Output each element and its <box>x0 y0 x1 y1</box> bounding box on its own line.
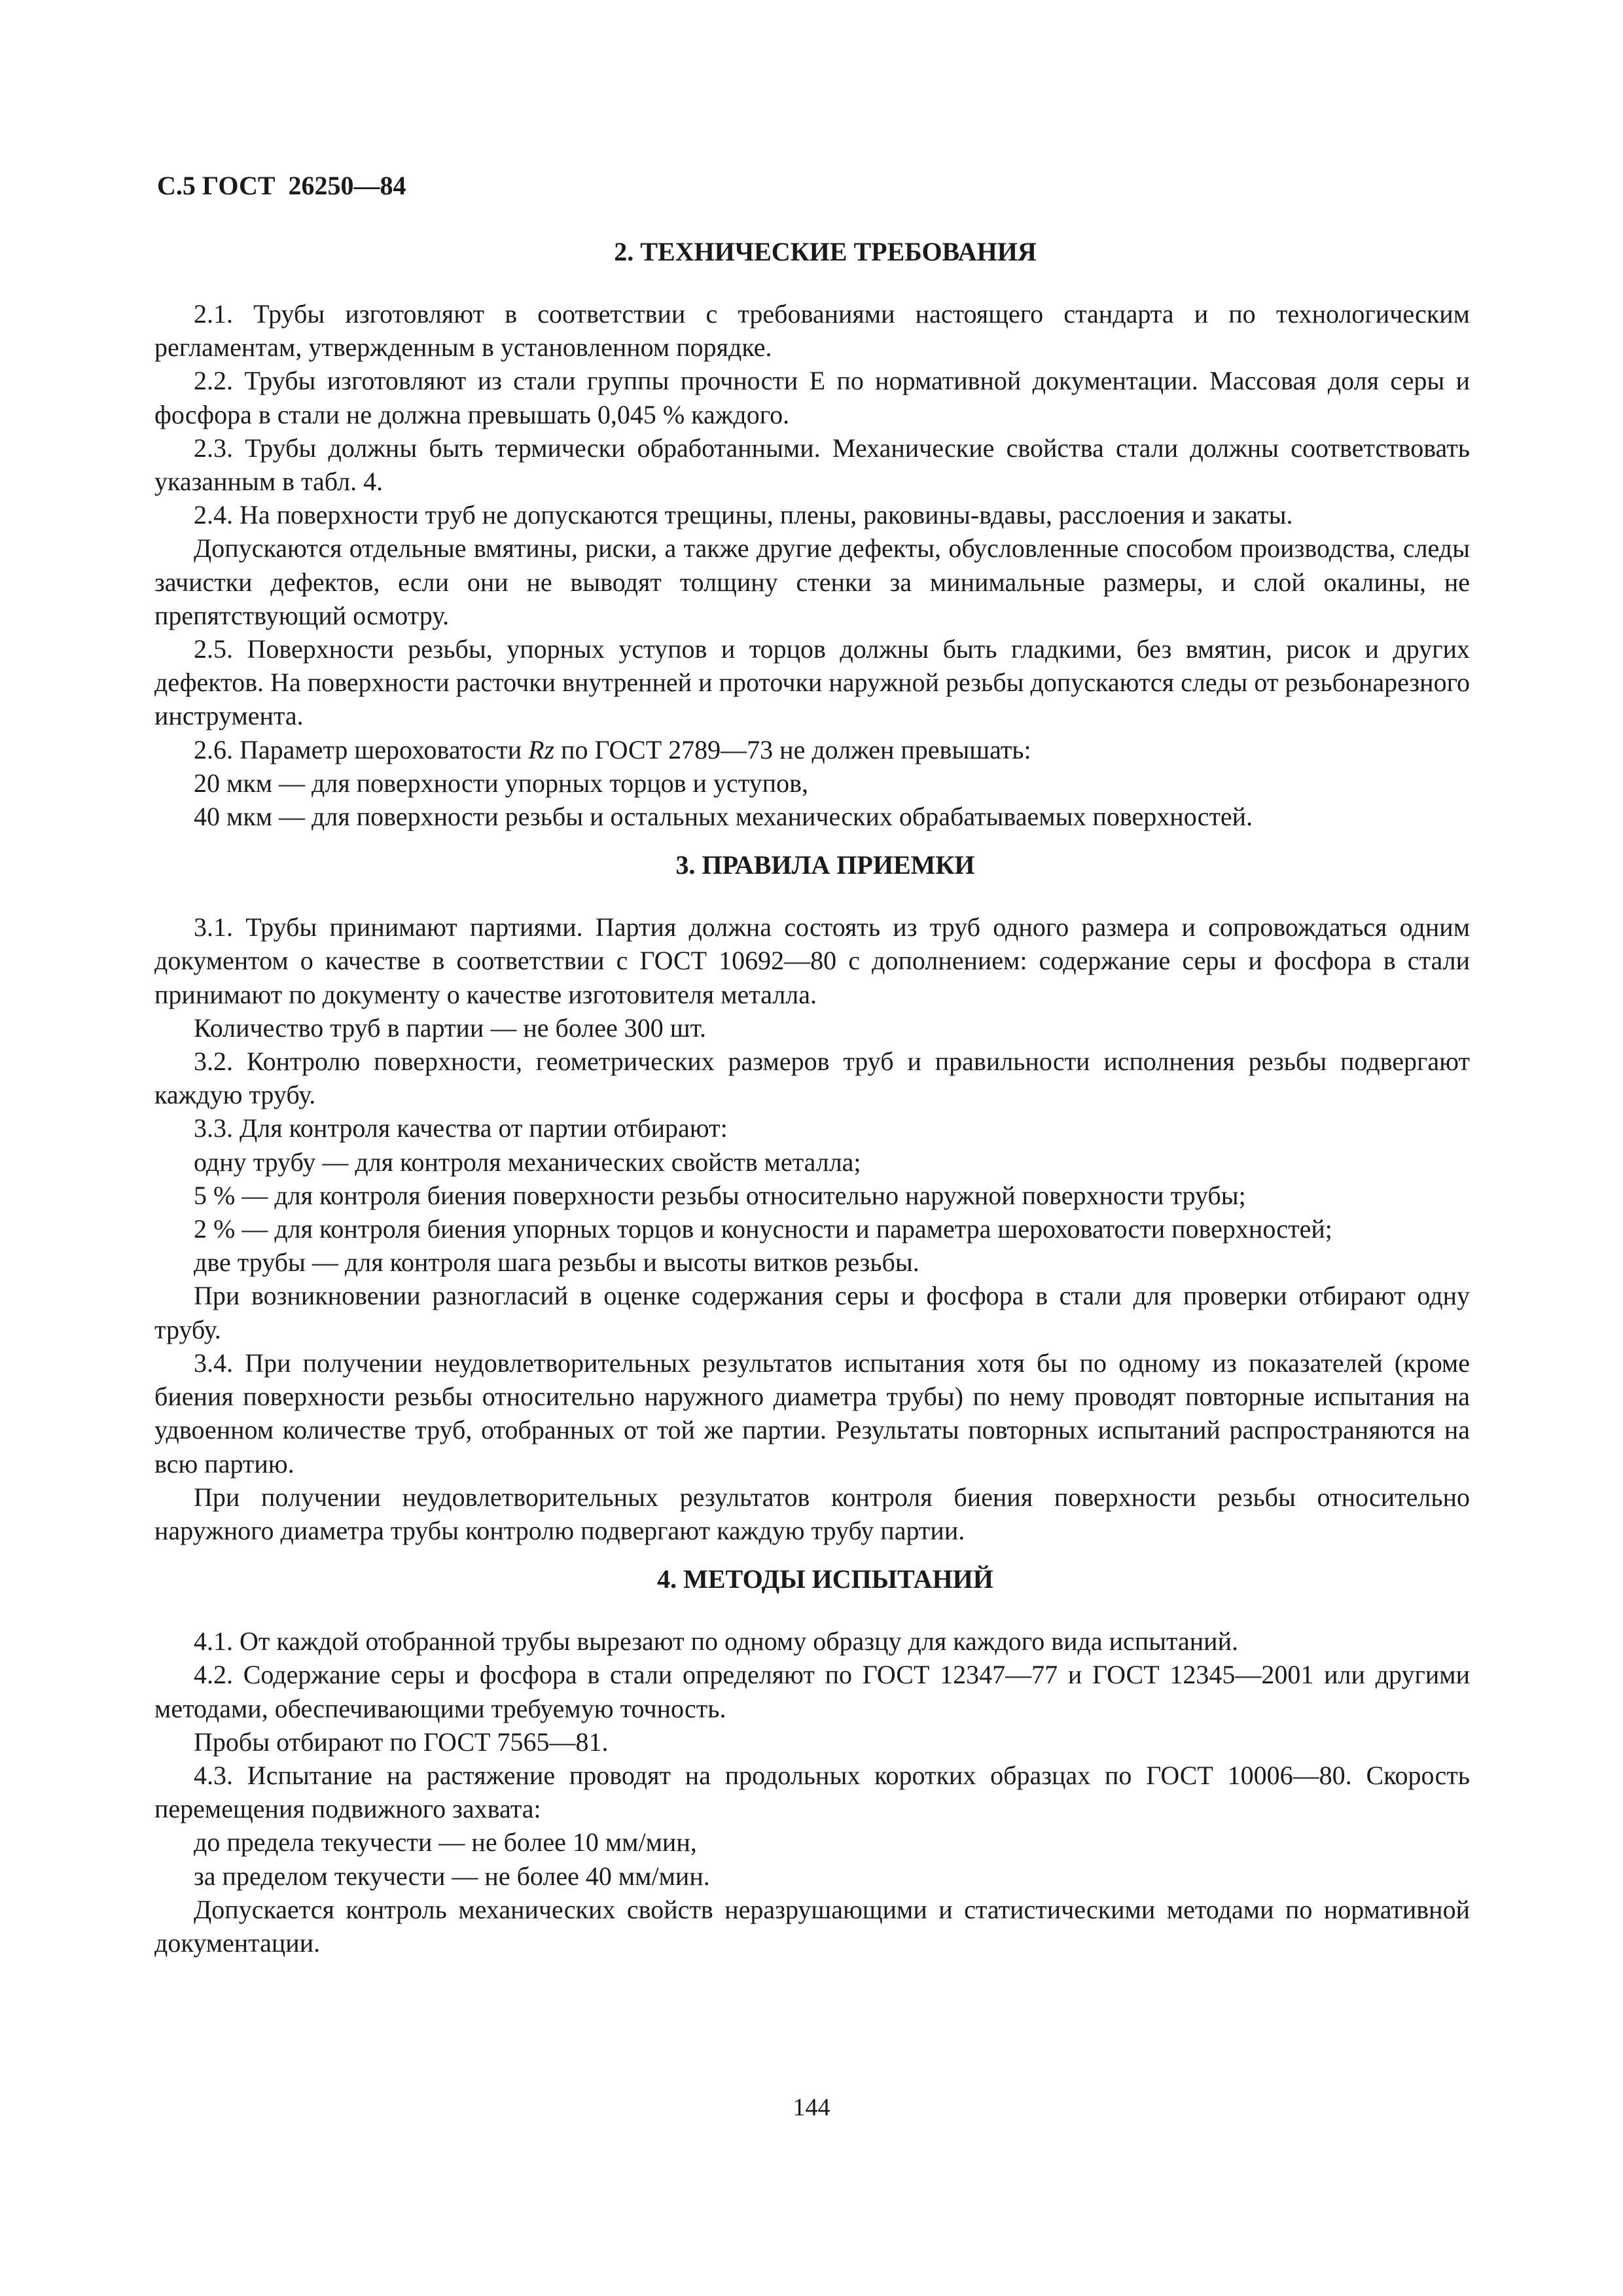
paragraph: 4.2. Содержание серы и фосфора в стали определяют по ГОСТ 12347—77 и ГОСТ 12345—2001 или другими методами, обеспечивающими требуемую точность. <box>154 1660 1470 1723</box>
paragraph: 2.2. Трубы изготовляют из стали группы прочности Е по нормативной документации. Массовая доля серы и фосфора в стали не должна превышать 0,045 % каждого. <box>154 366 1470 429</box>
paragraph: 20 мкм — для поверхности упорных торцов и уступов, <box>194 768 808 798</box>
running-head: С.5 ГОСТ 26250—84 <box>157 171 406 200</box>
paragraph: 2.6. Параметр шероховатости Rz по ГОСТ 2789—73 не должен превышать: <box>194 734 1031 764</box>
paragraph: две трубы — для контроля шага резьбы и высоты витков резьбы. <box>194 1247 919 1278</box>
paragraph: При получении неудовлетворительных результатов контроля биения поверхности резьбы относительно наружного диаметра трубы контролю подвергают каждую трубу партии. <box>154 1482 1470 1545</box>
page-number: 144 <box>793 2094 830 2121</box>
paragraph: 4.1. От каждой отобранной трубы вырезают по одному образцу для каждого вида испытаний. <box>194 1626 1238 1657</box>
section-heading-test-methods: 4. МЕТОДЫ ИСПЫТАНИЙ <box>657 1564 993 1594</box>
paragraph: до предела текучести — не более 10 мм/мин, <box>194 1827 697 1857</box>
paragraph: 2 % — для контроля биения упорных торцов и конусности и параметра шероховатости поверхностей; <box>194 1214 1332 1244</box>
paragraph: 3.3. Для контроля качества от партии отбирают: <box>194 1113 728 1143</box>
paragraph: 2.4. На поверхности труб не допускаются трещины, плены, раковины-вдавы, расслоения и закаты. <box>194 500 1293 530</box>
paragraph: 2.3. Трубы должны быть термически обработанными. Механические свойства стали должны соответствовать указанным в табл. 4. <box>154 433 1470 497</box>
section-heading-acceptance-rules: 3. ПРАВИЛА ПРИЕМКИ <box>675 850 975 880</box>
paragraph: Допускается контроль механических свойств неразрушающими и статистическими методами по нормативной документации. <box>154 1894 1470 1958</box>
paragraph: Допускаются отдельные вмятины, риски, а также другие дефекты, обусловленные способом производства, следы зачистки дефектов, если они не выводят толщину стенки за минимальные размеры, и слой окалины, не препятствующий осмотру. <box>154 533 1470 630</box>
page-content <box>154 236 1470 1960</box>
paragraph: Пробы отбирают по ГОСТ 7565—81. <box>194 1727 609 1757</box>
paragraph: одну трубу — для контроля механических свойств металла; <box>194 1147 861 1177</box>
roughness-parameter-symbol: Rz <box>528 734 555 764</box>
paragraph: Количество труб в партии — не более 300 шт. <box>194 1013 707 1043</box>
paragraph: 40 мкм — для поверхности резьбы и остальных механических обрабатываемых поверхностей. <box>194 802 1253 832</box>
paragraph: 5 % — для контроля биения поверхности резьбы относительно наружной поверхности трубы; <box>194 1180 1246 1210</box>
paragraph: 2.5. Поверхности резьбы, упорных уступов и торцов должны быть гладкими, без вмятин, рисок и других дефектов. На поверхности расточки внутренней и проточки наружной резьбы допускаются следы от резьбонарезного инструмента. <box>154 634 1470 731</box>
paragraph: 4.3. Испытание на растяжение проводят на продольных коротких образцах по ГОСТ 10006—80. Скорость перемещения подвижного захвата: <box>154 1760 1470 1824</box>
paragraph: 3.1. Трубы принимают партиями. Партия должна состоять из труб одного размера и сопровождаться одним документом о качестве в соответствии с ГОСТ 10692—80 с дополнением: содержание серы и фосфора в стали принимают по документу о качестве изготовителя металла. <box>154 912 1470 1009</box>
paragraph: 2.1. Трубы изготовляют в соответствии с требованиями настоящего стандарта и по технологическим регламентам, утвержденным в установленном порядке. <box>154 299 1470 363</box>
paragraph: за пределом текучести — не более 40 мм/мин. <box>194 1861 710 1891</box>
paragraph: При возникновении разногласий в оценке содержания серы и фосфора в стали для проверки отбирают одну трубу. <box>154 1281 1470 1344</box>
paragraph: 3.4. При получении неудовлетворительных результатов испытания хотя бы по одному из показателей (кроме биения поверхности резьбы относительно наружного диаметра трубы) по нему проводят повторные испытания на удвоенном количестве труб, отобранных от той же партии. Результаты повторных испытаний распространяются на всю партию. <box>154 1348 1470 1479</box>
section-heading-technical-requirements: 2. ТЕХНИЧЕСКИЕ ТРЕБОВАНИЯ <box>614 237 1037 266</box>
paragraph: 3.2. Контролю поверхности, геометрических размеров труб и правильности исполнения резьбы подвергают каждую трубу. <box>154 1047 1470 1110</box>
